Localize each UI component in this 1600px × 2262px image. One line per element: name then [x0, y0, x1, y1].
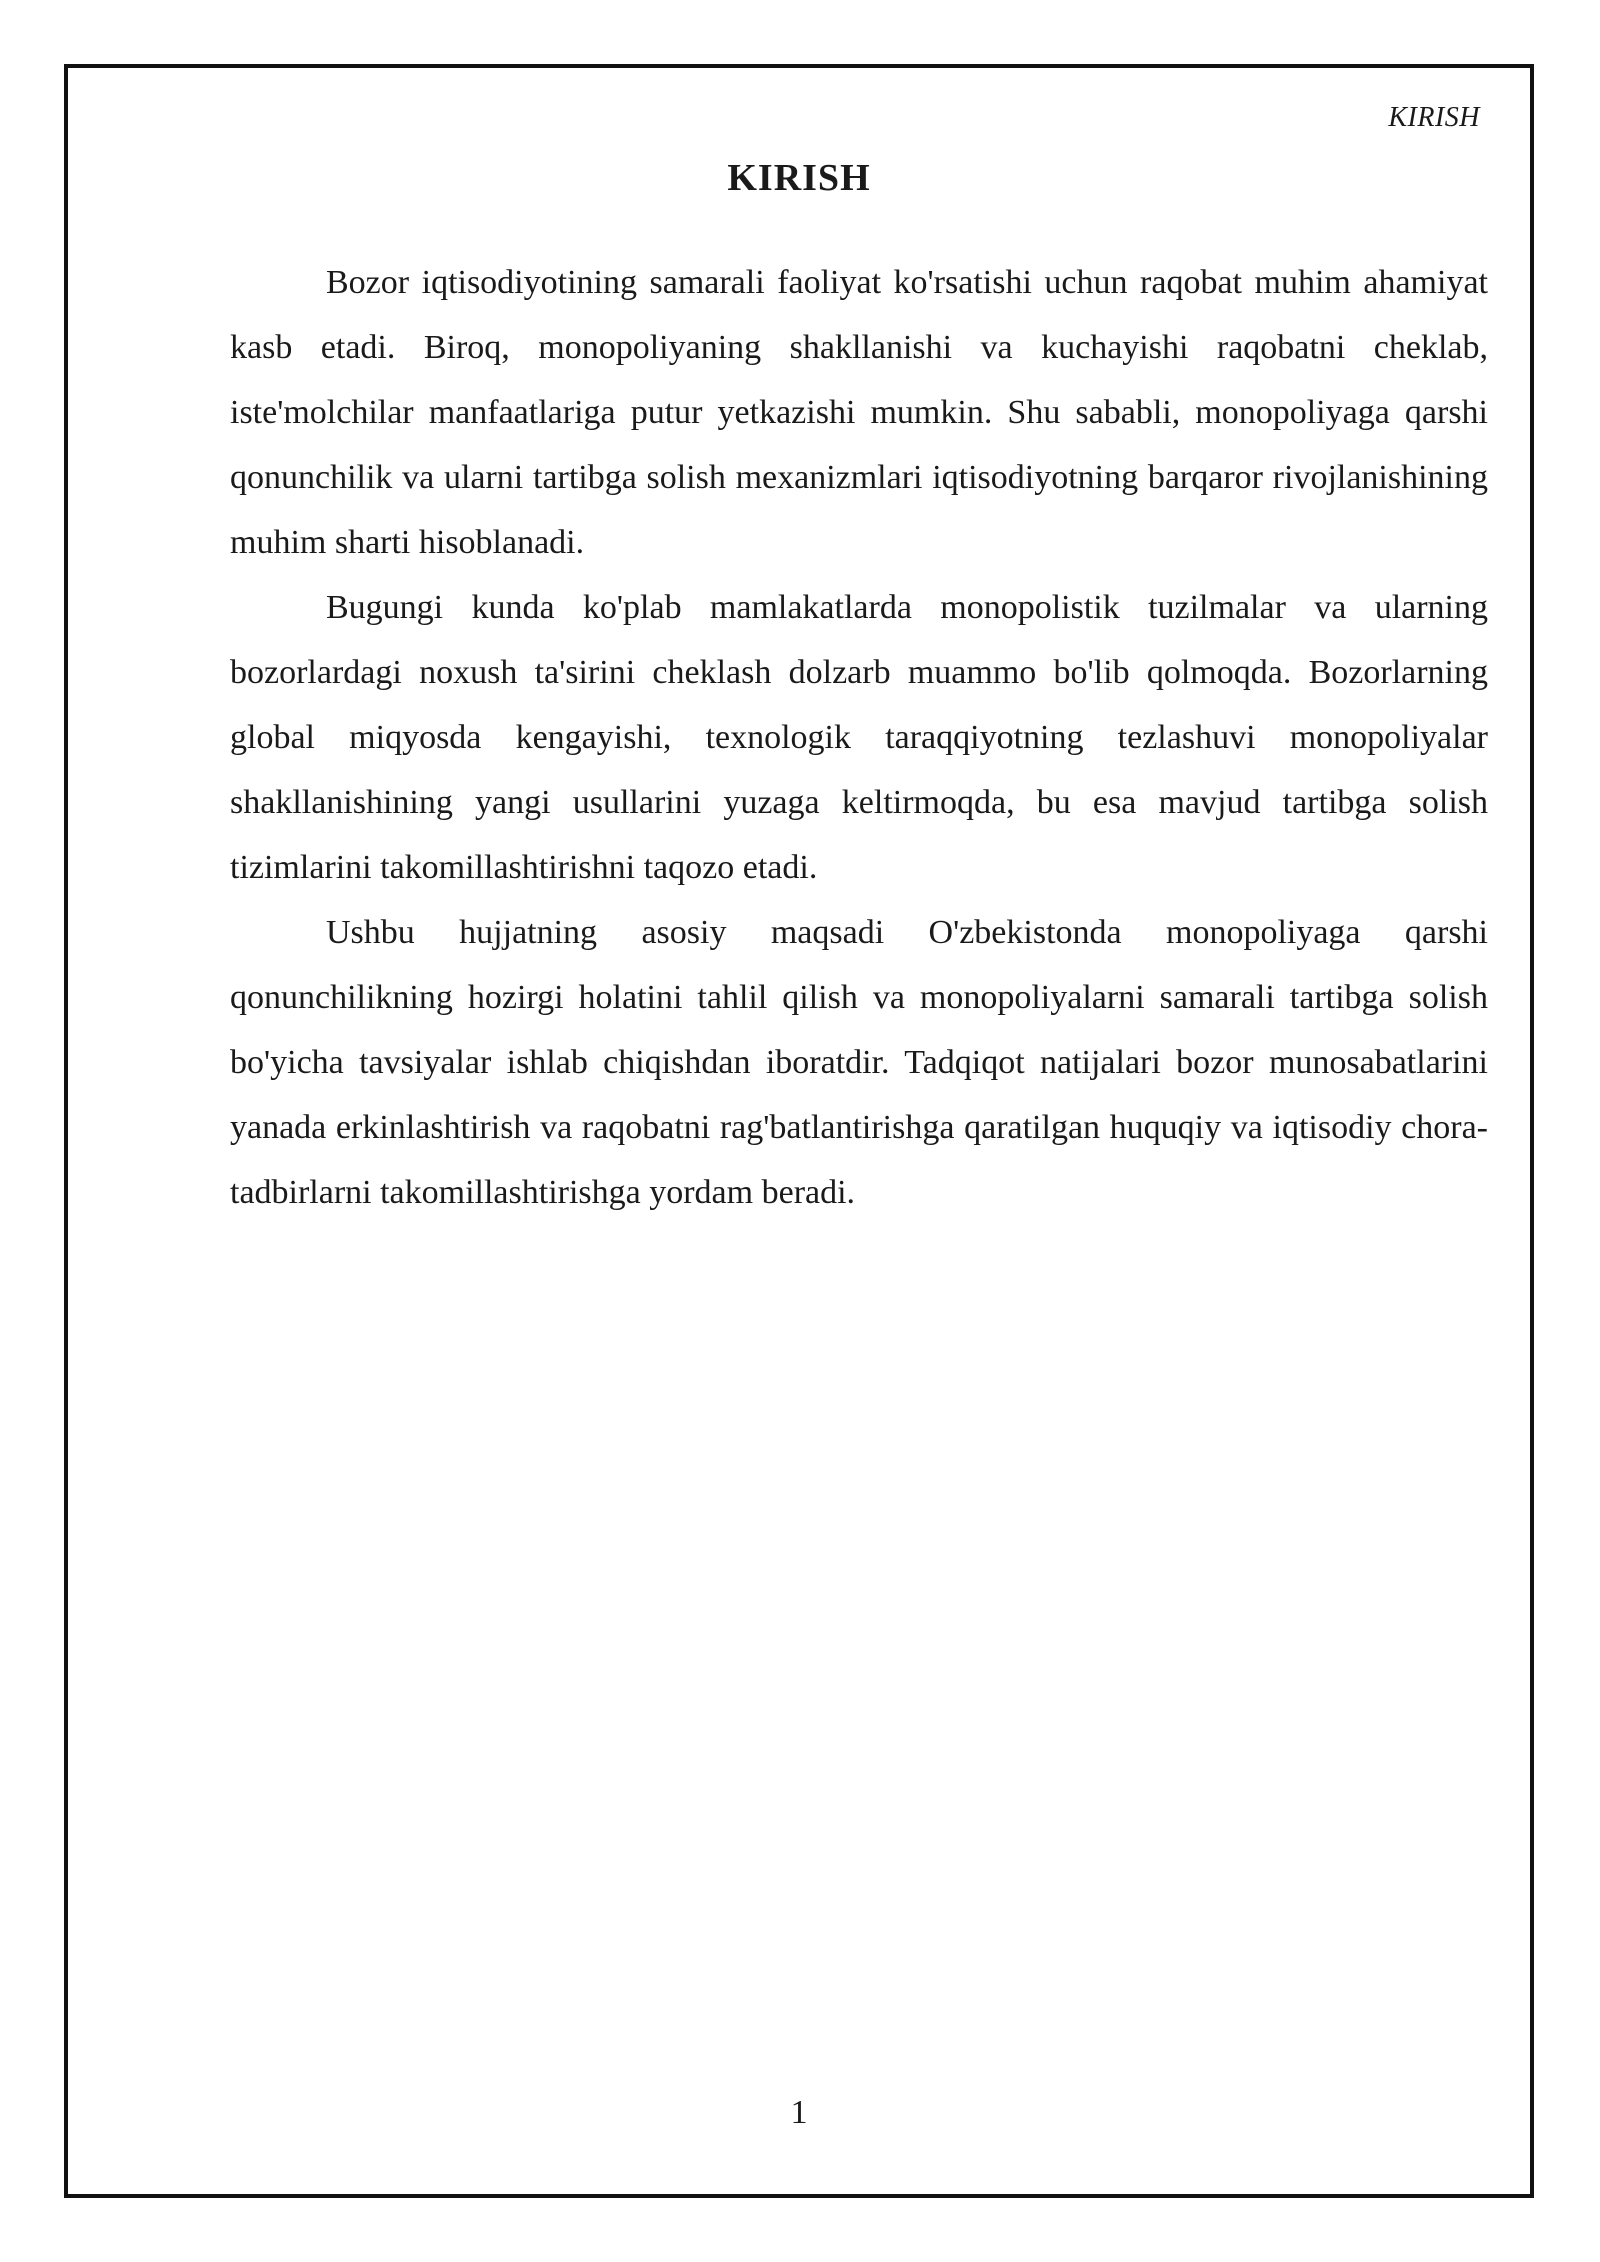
paragraph-3: Ushbu hujjatning asosiy maqsadi O'zbekistonda monopoliyaga qarshi qonunchilikning hozirgi holatini tahlil qilish va monopoliyalarni samarali tartibga solish bo'yicha tavsiyalar ishlab chiqishdan iboratdir. Tadqiqot natijalari bozor munosabatlarini yanada erkinlashtirish va raqobatni rag'batlantirishga qaratilgan huquqiy va iqtisodiy chora-tadbirlarni takomillashtirishga yordam beradi.	[230, 914, 1488, 1211]
page-border	[64, 64, 1534, 2198]
page-title: KIRISH	[727, 157, 871, 199]
running-header: KIRISH	[1388, 102, 1480, 133]
paragraph-2: Bugungi kunda ko'plab mamlakatlarda monopolistik tuzilmalar va ularning bozorlardagi noxush ta'sirini cheklash dolzarb muammo bo'lib qolmoqda. Bozorlarning global miqyosda kengayishi, texnologik taraqqiyotning tezlashuvi monopoliyalar shakllanishining yangi usullarini yuzaga keltirmoqda, bu esa mavjud tartibga solish tizimlarini takomillashtirishni taqozo etadi.	[230, 589, 1488, 886]
paragraph-1: Bozor iqtisodiyotining samarali faoliyat ko'rsatishi uchun raqobat muhim ahamiyat kasb etadi. Biroq, monopoliyaning shakllanishi va kuchayishi raqobatni cheklab, iste'molchilar manfaatlariga putur yetkazishi mumkin. Shu sababli, monopoliyaga qarshi qonunchilik va ularni tartibga solish mexanizmlari iqtisodiyotning barqaror rivojlanishining muhim sharti hisoblanadi.	[230, 264, 1488, 561]
page-number: 1	[790, 2094, 808, 2131]
document-body	[230, 250, 1488, 1225]
